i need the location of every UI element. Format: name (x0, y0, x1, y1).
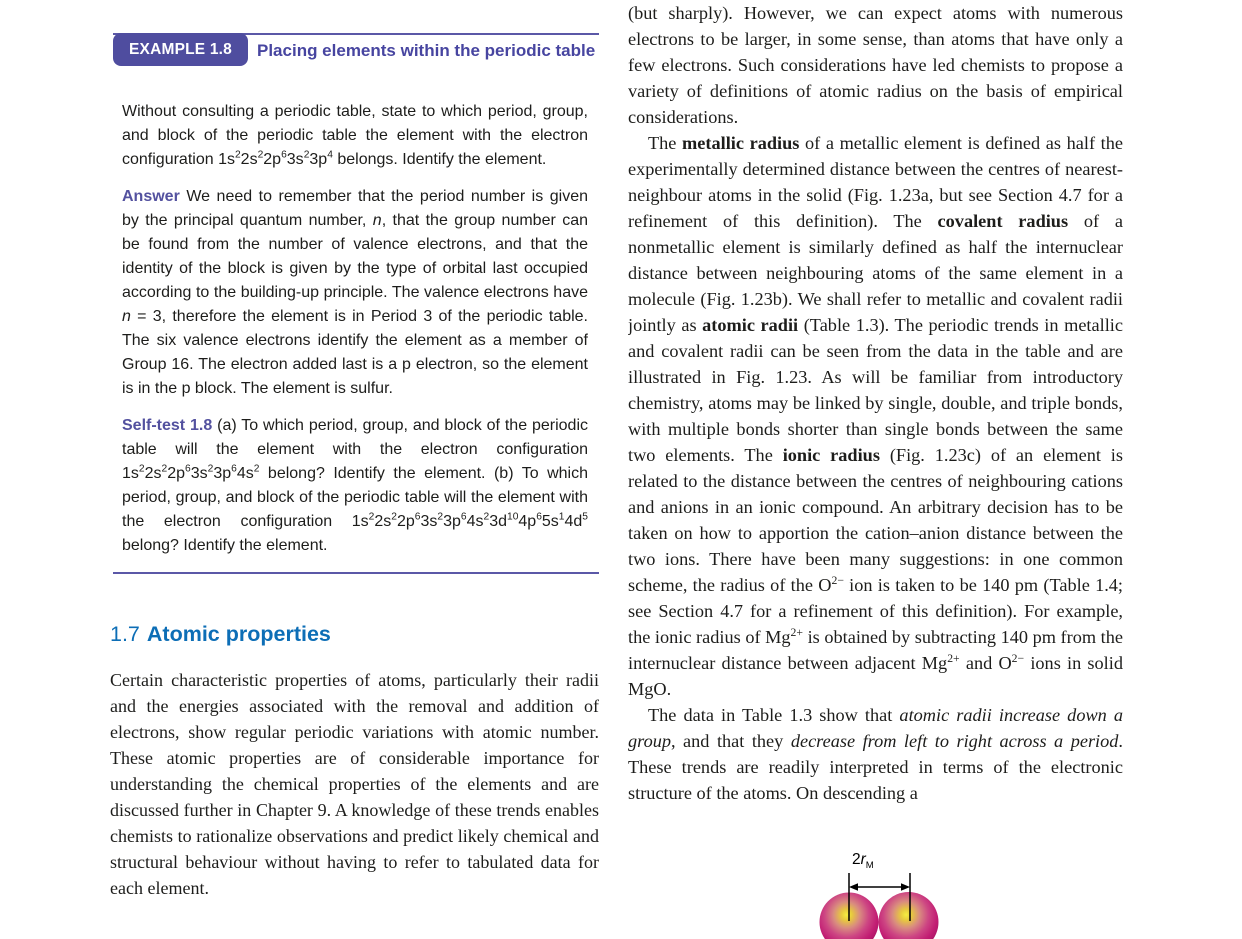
right-paragraph-2: The metallic radius of a metallic element is defined as half the experimentally determined distance between the centres of nearest-neighbour atoms in the solid (Fig. 1.23a, but see Section 4.7 for a refinement of this definition). The covalent radius of a nonmetallic element is similarly defined as half the internuclear distance between neighbouring atoms of the same element in a molecule (Fig. 1.23b). We shall refer to metallic and covalent radii jointly as atomic radii (Table 1.3). The periodic trends in metallic and covalent radii can be seen from the data in the table and are illustrated in Fig. 1.23. As will be familiar from introductory chemistry, atoms may be linked by single, double, and triple bonds, with multiple bonds shorter than single bonds between the same two elements. The ionic radius (Fig. 1.23c) of an element is related to the distance between the centres of neighbouring cations and anions in an ionic compound. An arbitrary decision has to be taken on how to apportion the cation–anion distance between the two ions. There have been many suggestions: in one common scheme, the radius of the $O^{2-}$ ion is taken to be 140 pm (Table 1.4; see Section 4.7 for a refinement of this definition). For example, the ionic radius of $Mg^{2+}$ is obtained by subtracting 140 pm from the internuclear distance between adjacent $Mg^{2+}$ and $O^{2-}$ ions in solid MgO. (628, 133, 1123, 699)
sphere-diagram (800, 850, 970, 939)
metallic-radius-figure (800, 850, 970, 939)
arrowhead-right-icon (901, 883, 910, 891)
selftest-label: Self-test 1.8 (122, 417, 213, 434)
section-number: 1.7 (110, 622, 140, 646)
example-bottom-rule (113, 572, 599, 574)
right-paragraph-1: (but sharply). However, we can expect atoms with numerous electrons to be larger, in some sense, than atoms that have only a few electrons. Such considerations have led chemists to propose a variety of definitions of atomic radius on the basis of empirical considerations. (628, 3, 1123, 127)
example-header (110, 33, 599, 91)
right-paragraph-3: The data in Table 1.3 show that atomic radii increase down a group, and that they decrease from left to right across a period. These trends are readily interpreted in terms of the electronic structure of the atoms. On descending a (628, 705, 1123, 803)
example-problem: Without consulting a periodic table, state to which period, group, and block of the periodic table the element with the electron configuration $1s^22s^22p^63s^23p^4$ belongs. Identify the element. (122, 103, 588, 168)
section-intro-paragraph: Certain characteristic properties of atoms, particularly their radii and the energies associated with the removal and addition of electrons, show regular periodic variations with atomic number. These atomic properties are of considerable importance for understanding the chemical properties of the elements and are discussed further in Chapter 9. A knowledge of these trends enables chemists to rationalize observations and predict likely chemical and structural behaviour without having to refer to tabulated data for each element. (110, 670, 599, 898)
worked-example-box (110, 33, 599, 574)
answer-text: We need to remember that the period number is given by the principal quantum number, n, that the group number can be found from the number of valence electrons, and that the identity of the block is given by the type of orbital last occupied according to the building-up principle. The valence electrons have n = 3, therefore the element is in Period 3 of the periodic table. The six valence electrons identify the element as a member of Group 16. The electron added last is a p electron, so the element is in the p block. The element is sulfur. (122, 188, 589, 397)
arrowhead-left-icon (849, 883, 858, 891)
left-column (110, 0, 599, 939)
right-column (628, 0, 1123, 848)
selftest-text: (a) To which period, group, and block of the periodic table will the element with the electron configuration $1s^22s^22p^63s^23p^64s^2$ belong? Identify the element. (b) To which period, group, and block of the periodic table will the element with the electron configuration $1s^22s^22p^63s^23p^64s^23d^{10}4p^65s^14d^5$ belong? Identify the element. (122, 417, 589, 554)
section-heading (110, 621, 599, 647)
example-answer (110, 185, 588, 401)
atom-sphere-right (879, 892, 939, 939)
section-title: Atomic properties (146, 622, 331, 646)
example-badge: EXAMPLE 1.8 (113, 33, 248, 66)
example-title: Placing elements within the periodic table (257, 41, 596, 60)
answer-label: Answer (122, 188, 180, 205)
example-selftest (110, 414, 588, 558)
figure-distance-label: $2r_M$ (852, 851, 874, 872)
